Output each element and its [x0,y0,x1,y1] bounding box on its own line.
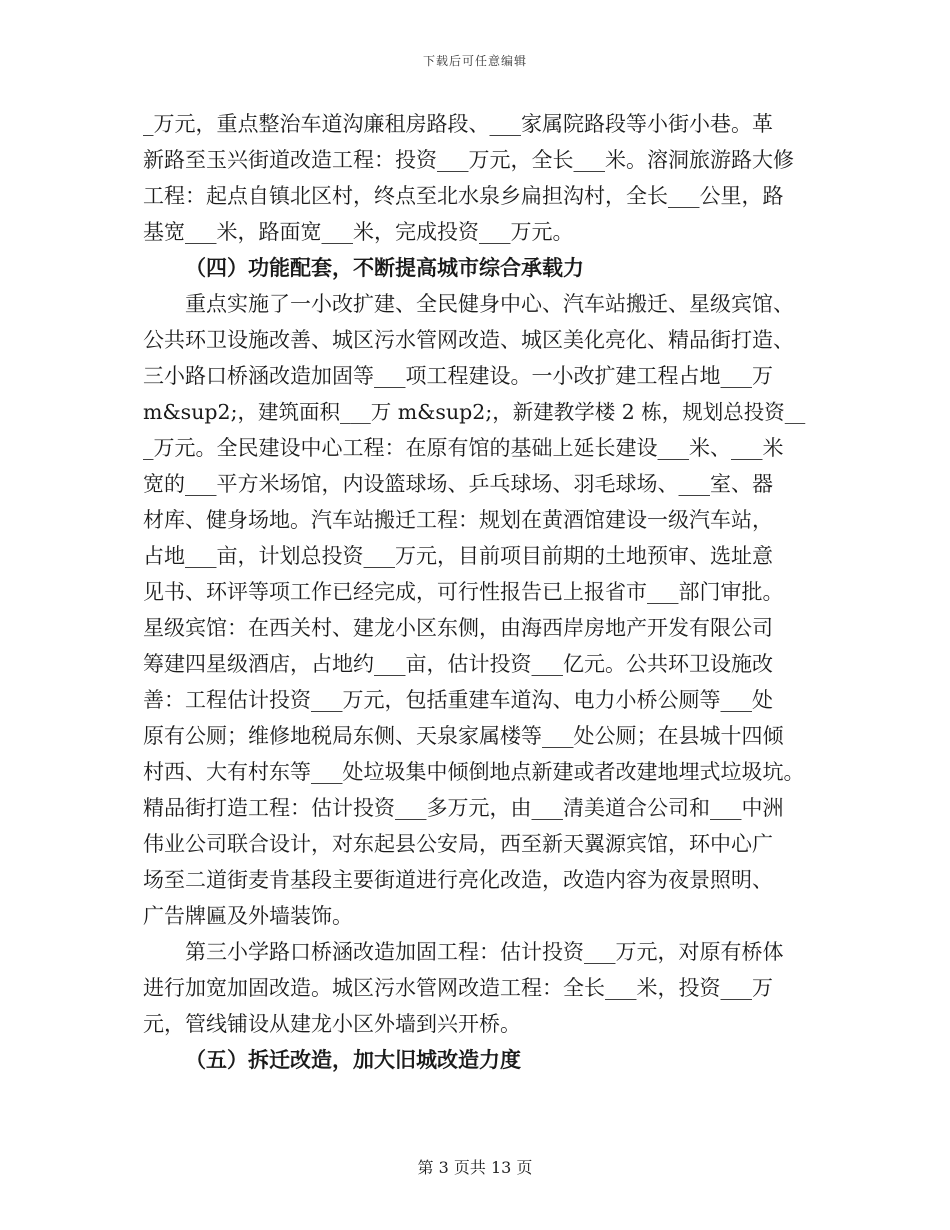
text-line: 新路至玉兴街道改造工程：投资___万元，全长___米。溶洞旅游路大修 [143,148,794,172]
page-header: 下载后可任意编辑 [422,54,527,68]
text-line: 善：工程估计投资___万元，包括重建车道沟、电力小桥公厕等___处 [143,688,773,712]
text-line: 村西、大有村东等___处垃圾集中倾倒地点新建或者改建地埋式垃圾坑。 [143,760,805,784]
text-line: 精品街打造工程：估计投资___多万元，由___清美道合公司和___中洲 [143,796,784,820]
text-line: 元，管线铺设从建龙小区外墙到兴开桥。 [143,1012,521,1036]
text-line: 占地___亩，计划总投资___万元，目前项目前期的土地预审、选址意 [143,544,773,568]
text-line: 工程：起点自镇北区村，终点至北水泉乡扁担沟村，全长___公里，路 [143,184,784,208]
document-body [143,106,807,1078]
section-heading: （五）拆迁改造，加大旧城改造力度 [185,1047,521,1072]
text-line: _万元，重点整治车道沟廉租房路段、___家属院路段等小街小巷。革 [143,112,773,136]
text-line: 基宽___米，路面宽___米，完成投资___万元。 [143,220,574,244]
page-number: 第 3 页共 13 页 [417,1158,533,1177]
text-line: m&sup2;，建筑面积___万 m&sup2;，新建教学楼 2 栋，规划总投资__ [143,400,806,424]
text-line: 三小路口桥涵改造加固等___项工程建设。一小改扩建工程占地___万 [143,364,773,388]
text-line: 场至二道街麦肯基段主要街道进行亮化改造，改造内容为夜景照明、 [143,868,773,892]
text-line: 原有公厕；维修地税局东侧、天泉家属楼等___处公厕；在县城十四倾 [143,724,784,748]
text-line: 星级宾馆：在西关村、建龙小区东侧，由海西岸房地产开发有限公司 [143,616,773,640]
text-line: _万元。全民建设中心工程：在原有馆的基础上延长建设___米、___米 [143,436,784,460]
text-line: 第三小学路口桥涵改造加固工程：估计投资___万元，对原有桥体 [185,940,784,964]
text-line: 重点实施了一小改扩建、全民健身中心、汽车站搬迁、星级宾馆、 [185,292,794,316]
text-line: 公共环卫设施改善、城区污水管网改造、城区美化亮化、精品街打造、 [143,328,794,352]
text-line: 宽的___平方米场馆，内设篮球场、乒乓球场、羽毛球场、___室、器 [143,472,773,496]
text-line: 广告牌匾及外墙装饰。 [143,904,353,928]
text-line: 筹建四星级酒店，占地约___亩，估计投资___亿元。公共环卫设施改 [143,652,773,676]
text-line: 见书、环评等项工作已经完成，可行性报告已上报省市___部门审批。 [143,580,784,604]
section-heading: （四）功能配套，不断提高城市综合承载力 [185,255,584,280]
text-line: 进行加宽加固改造。城区污水管网改造工程：全长___米，投资___万 [143,976,773,1000]
text-line: 材库、健身场地。汽车站搬迁工程：规划在黄酒馆建设一级汽车站， [143,508,773,532]
text-line: 伟业公司联合设计，对东起县公安局，西至新天翼源宾馆，环中心广 [143,832,773,856]
